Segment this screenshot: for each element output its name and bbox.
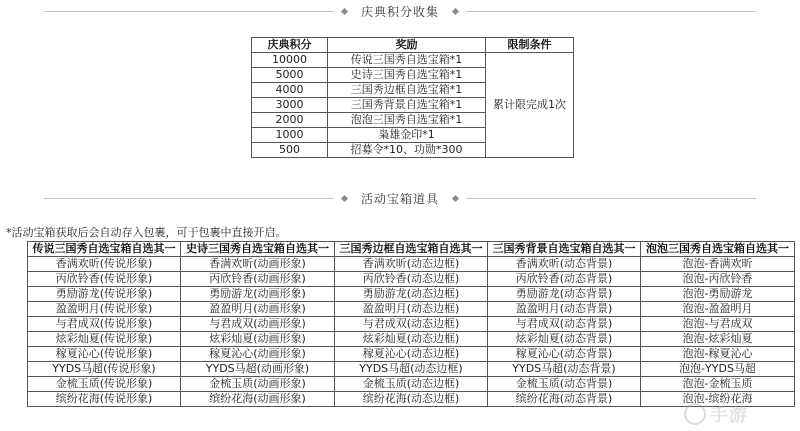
item-cell: 泡泡-炫彩灿夏 xyxy=(641,332,795,347)
item-cell: 香满欢昕(动态背景) xyxy=(488,257,641,272)
item-cell: 泡泡-稼夏沁心 xyxy=(641,347,795,362)
diamond-icon xyxy=(452,194,459,201)
item-cell: 炫彩灿夏(动态边框) xyxy=(335,332,488,347)
column-header: 史诗三国秀自选宝箱自选其一 xyxy=(181,242,335,257)
item-cell: YYDS马超(动态边框) xyxy=(335,362,488,377)
points-cell: 500 xyxy=(252,143,328,158)
item-cell: 炫彩灿夏(传说形象) xyxy=(28,332,181,347)
item-cell: 缤纷花海(动画形象) xyxy=(181,392,335,407)
table-row xyxy=(28,392,795,407)
item-cell: 丙欣铃香(动态背景) xyxy=(488,272,641,287)
item-cell: 泡泡-金梳玉质 xyxy=(641,377,795,392)
item-cell: 稼夏沁心(动画形象) xyxy=(181,347,335,362)
reward-cell: 三国秀背景自选宝箱*1 xyxy=(328,98,486,113)
points-cell: 5000 xyxy=(252,68,328,83)
points-cell: 4000 xyxy=(252,83,328,98)
column-header: 三国秀背景自选宝箱自选其一 xyxy=(488,242,641,257)
column-header: 限制条件 xyxy=(486,38,574,53)
table-header-row xyxy=(252,38,574,53)
item-cell: 金梳玉质(动态背景) xyxy=(488,377,641,392)
item-cell: YYDS马超(动态背景) xyxy=(488,362,641,377)
item-cell: 与君成双(动画形象) xyxy=(181,317,335,332)
item-cell: 香满欢昕(动画形象) xyxy=(181,257,335,272)
item-cell: 泡泡-香满欢昕 xyxy=(641,257,795,272)
table-row xyxy=(28,347,795,362)
item-cell: 勇励游龙(动画形象) xyxy=(181,287,335,302)
divider-line xyxy=(466,11,756,12)
item-cell: 稼夏沁心(动态背景) xyxy=(488,347,641,362)
item-cell: 金梳玉质(动画形象) xyxy=(181,377,335,392)
item-cell: 香满欢昕(动态边框) xyxy=(335,257,488,272)
chest-items-table xyxy=(27,241,795,407)
item-cell: 与君成双(动态边框) xyxy=(335,317,488,332)
item-cell: 泡泡-盈盈明月 xyxy=(641,302,795,317)
item-cell: 丙欣铃香(动画形象) xyxy=(181,272,335,287)
reward-cell: 史诗三国秀自选宝箱*1 xyxy=(328,68,486,83)
item-cell: 泡泡-缤纷花海 xyxy=(641,392,795,407)
points-reward-table xyxy=(251,37,574,158)
item-cell: YYDS马超(动画形象) xyxy=(181,362,335,377)
item-cell: 炫彩灿夏(动态背景) xyxy=(488,332,641,347)
column-header: 三国秀边框自选宝箱自选其一 xyxy=(335,242,488,257)
item-cell: 泡泡-YYDS马超 xyxy=(641,362,795,377)
site-logo-icon xyxy=(684,403,706,425)
item-cell: 金梳玉质(动态边框) xyxy=(335,377,488,392)
reward-cell: 招募令*10、功勋*300 xyxy=(328,143,486,158)
table-row xyxy=(28,257,795,272)
item-cell: 稼夏沁心(传说形象) xyxy=(28,347,181,362)
item-cell: 泡泡-与君成双 xyxy=(641,317,795,332)
points-cell: 10000 xyxy=(252,53,328,68)
reward-cell: 泡泡三国秀自选宝箱*1 xyxy=(328,113,486,128)
divider-line xyxy=(44,198,334,199)
table-row xyxy=(28,362,795,377)
section-title-chests xyxy=(0,188,800,208)
table-row xyxy=(28,317,795,332)
points-cell: 3000 xyxy=(252,98,328,113)
item-cell: 缤纷花海(动态背景) xyxy=(488,392,641,407)
table-row xyxy=(252,53,574,68)
condition-cell: 累计限完成1次 xyxy=(486,53,574,158)
reward-cell: 三国秀边框自选宝箱*1 xyxy=(328,83,486,98)
item-cell: 金梳玉质(传说形象) xyxy=(28,377,181,392)
diamond-icon xyxy=(452,7,459,14)
section-title-text: 庆典积分收集 xyxy=(360,4,439,19)
reward-cell: 枭雄金印*1 xyxy=(328,128,486,143)
item-cell: 丙欣铃香(动态边框) xyxy=(335,272,488,287)
column-header: 庆典积分 xyxy=(252,38,328,53)
points-cell: 2000 xyxy=(252,113,328,128)
item-cell: 泡泡-勇励游龙 xyxy=(641,287,795,302)
item-cell: 稼夏沁心(动态边框) xyxy=(335,347,488,362)
points-cell: 1000 xyxy=(252,128,328,143)
item-cell: 丙欣铃香(传说形象) xyxy=(28,272,181,287)
divider-line xyxy=(44,11,334,12)
item-cell: 缤纷花海(传说形象) xyxy=(28,392,181,407)
item-cell: 与君成双(传说形象) xyxy=(28,317,181,332)
reward-cell: 传说三国秀自选宝箱*1 xyxy=(328,53,486,68)
section-title-text: 活动宝箱道具 xyxy=(360,191,439,206)
diamond-icon xyxy=(341,7,348,14)
table-row xyxy=(28,302,795,317)
item-cell: 泡泡-丙欣铃香 xyxy=(641,272,795,287)
item-cell: 与君成双(动态背景) xyxy=(488,317,641,332)
chest-note: *活动宝箱获取后会自动存入包裹，可于包裹中直接开启。 xyxy=(6,226,287,239)
section-title-points xyxy=(0,1,800,21)
item-cell: 勇励游龙(动态背景) xyxy=(488,287,641,302)
table-header-row xyxy=(28,242,795,257)
table-row xyxy=(28,377,795,392)
column-header: 传说三国秀自选宝箱自选其一 xyxy=(28,242,181,257)
item-cell: 盈盈明月(动态背景) xyxy=(488,302,641,317)
item-cell: 勇励游龙(动态边框) xyxy=(335,287,488,302)
item-cell: 勇励游龙(传说形象) xyxy=(28,287,181,302)
item-cell: YYDS马超(传说形象) xyxy=(28,362,181,377)
item-cell: 香满欢昕(传说形象) xyxy=(28,257,181,272)
diamond-icon xyxy=(341,194,348,201)
item-cell: 盈盈明月(动画形象) xyxy=(181,302,335,317)
table-row xyxy=(28,272,795,287)
column-header: 泡泡三国秀自选宝箱自选其一 xyxy=(641,242,795,257)
watermark-text: 手游 xyxy=(710,405,748,426)
divider-line xyxy=(466,198,756,199)
table-row xyxy=(28,287,795,302)
item-cell: 盈盈明月(传说形象) xyxy=(28,302,181,317)
item-cell: 缤纷花海(动态边框) xyxy=(335,392,488,407)
item-cell: 盈盈明月(动态边框) xyxy=(335,302,488,317)
item-cell: 炫彩灿夏(动画形象) xyxy=(181,332,335,347)
watermark xyxy=(684,401,794,427)
column-header: 奖励 xyxy=(328,38,486,53)
table-row xyxy=(28,332,795,347)
